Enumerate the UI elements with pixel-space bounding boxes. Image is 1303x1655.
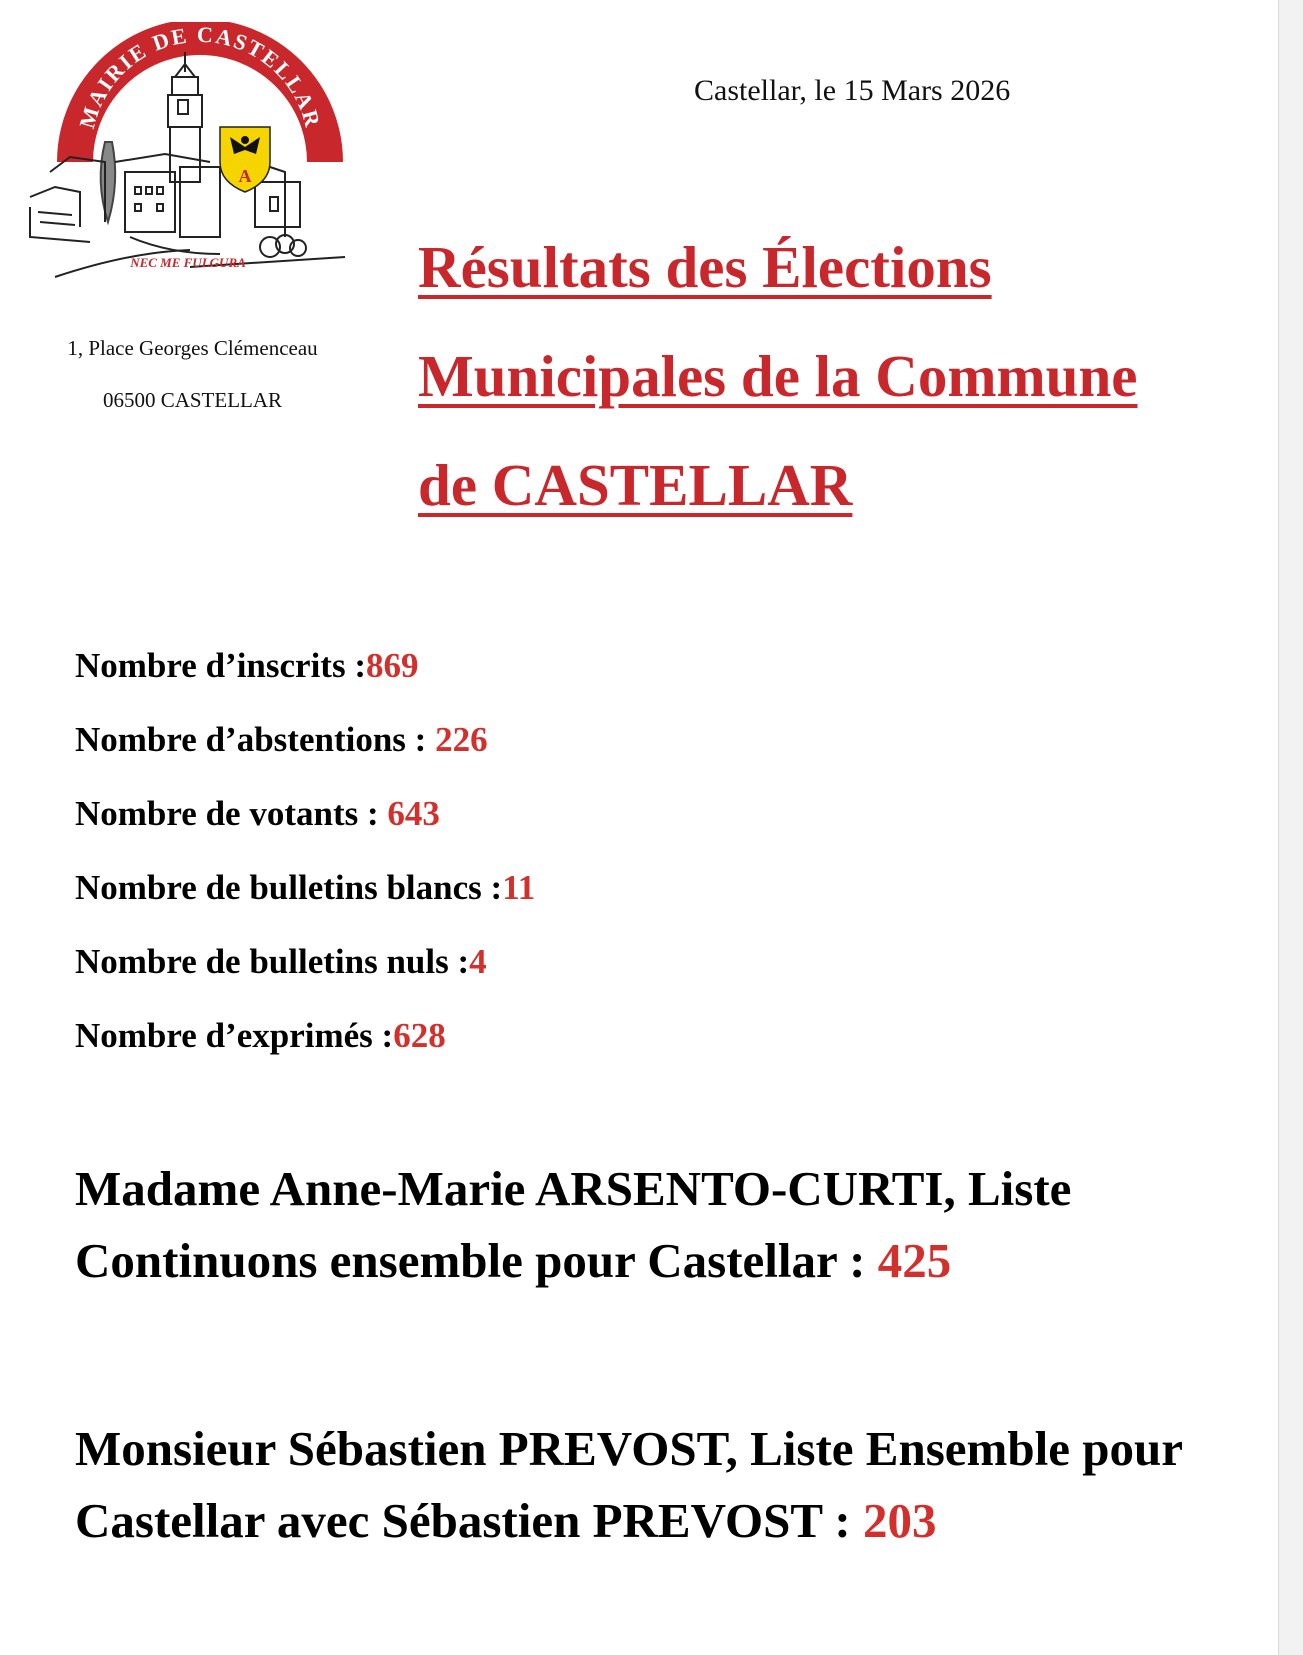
stat-label: Nombre d’abstentions :	[75, 720, 436, 759]
stat-value: 643	[387, 794, 440, 833]
stat-exprimes	[75, 1016, 975, 1090]
stat-blancs	[75, 868, 975, 942]
logo-arc-text: MAIRIE DE CASTELLAR	[74, 22, 326, 132]
candidate-name-list: Madame Anne-Marie ARSENTO-CURTI, Liste Continuons ensemble pour Castellar :	[75, 1161, 1072, 1288]
title-line-2: Municipales de la Commune	[418, 343, 1138, 409]
title-line-1: Résultats des Élections	[418, 234, 992, 300]
stat-value: 628	[393, 1016, 446, 1055]
candidate-result-1	[75, 1153, 1225, 1297]
stat-value: 869	[366, 646, 419, 685]
candidate-votes: 425	[877, 1233, 952, 1288]
stat-label: Nombre de bulletins blancs :	[75, 868, 503, 907]
stat-label: Nombre de votants :	[75, 794, 388, 833]
address-postcode-city: 06500 CASTELLAR	[102, 388, 283, 412]
candidate-result-2	[75, 1413, 1225, 1557]
stat-label: Nombre d’inscrits :	[75, 646, 366, 685]
mairie-logo	[20, 22, 370, 307]
stat-value: 11	[502, 868, 536, 907]
stat-value: 4	[469, 942, 487, 981]
svg-text:A: A	[238, 166, 252, 186]
stat-label: Nombre de bulletins nuls :	[75, 942, 470, 981]
title-line-3: de CASTELLAR	[418, 452, 853, 518]
document-title	[418, 213, 1288, 540]
stat-nuls	[75, 942, 975, 1016]
stat-abstentions	[75, 720, 975, 794]
logo-motto: NEC ME FULGURA	[130, 255, 246, 270]
stat-votants	[75, 794, 975, 868]
stat-inscrits	[75, 646, 975, 720]
stat-value: 226	[435, 720, 488, 759]
turnout-stats	[75, 646, 975, 1090]
candidate-votes: 203	[863, 1493, 937, 1548]
candidate-name-list: Monsieur Sébastien PREVOST, Liste Ensemble pour Castellar avec Sébastien PREVOST :	[75, 1421, 1183, 1548]
address-street: 1, Place Georges Clémenceau	[67, 336, 318, 360]
document-date: Castellar, le 15 Mars 2026	[694, 74, 1011, 107]
stat-label: Nombre d’exprimés :	[75, 1016, 394, 1055]
